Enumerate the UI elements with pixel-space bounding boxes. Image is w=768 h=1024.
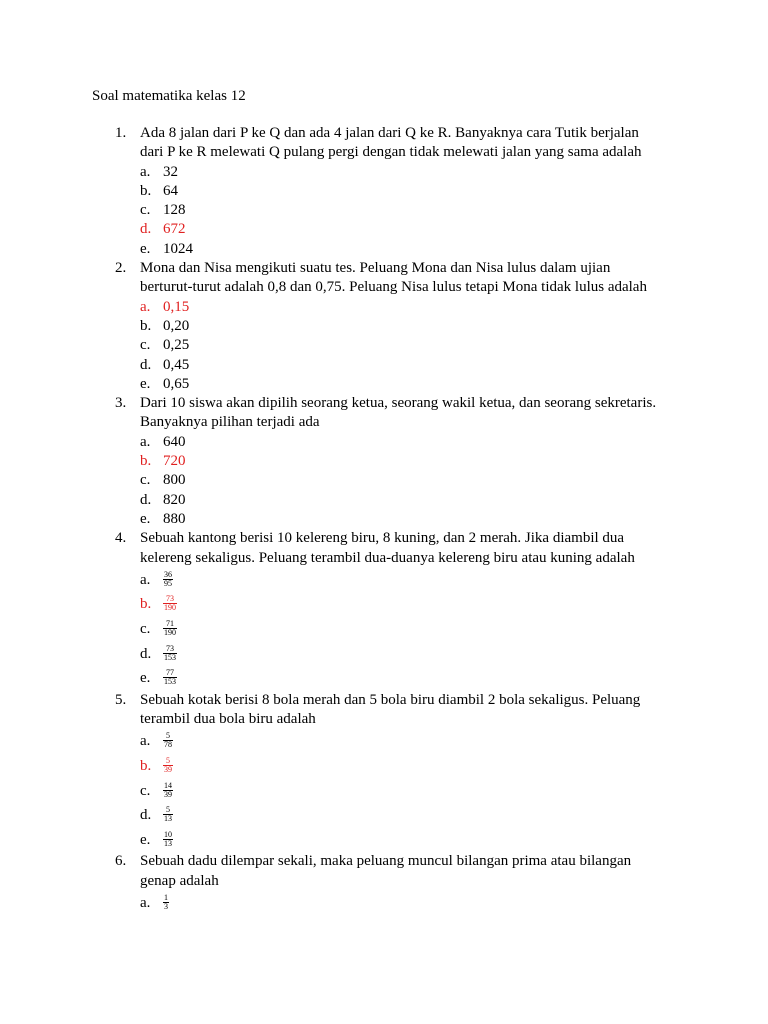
question-item [0, 394, 768, 529]
option-letter: e. [140, 831, 151, 848]
option-letter: a. [140, 894, 151, 911]
option-fraction [163, 754, 173, 779]
option-value: 64 [163, 182, 178, 199]
question-text-line: Sebuah kantong berisi 10 kelereng biru, 8 kuning, dan 2 merah. Jika diambil dua [140, 530, 625, 547]
question-text-line: Banyaknya pilihan terjadi ada [140, 414, 320, 431]
fraction-numerator: 5 [166, 805, 170, 815]
answer-option-correct [0, 754, 768, 779]
answer-option [0, 779, 768, 804]
fraction-numerator: 1 [164, 893, 168, 903]
answer-option [0, 510, 768, 529]
answer-option [0, 828, 768, 853]
fraction-denominator: 39 [164, 765, 172, 775]
fraction-denominator: 190 [164, 603, 176, 613]
answer-option [0, 356, 768, 375]
option-fraction [163, 891, 169, 916]
fraction-denominator: 13 [164, 838, 172, 848]
option-letter: e. [140, 670, 151, 687]
option-value: 1024 [163, 240, 193, 257]
fraction-numerator: 71 [166, 619, 174, 629]
answer-option [0, 201, 768, 220]
option-letter: b. [140, 317, 152, 334]
answer-option [0, 891, 768, 916]
question-text-line: kelereng sekaligus. Peluang terambil dua-duanya kelereng biru atau kuning adalah [140, 549, 635, 566]
option-fraction [163, 592, 177, 617]
option-letter: d. [140, 491, 152, 508]
fraction-denominator: 153 [164, 652, 176, 662]
option-letter: c. [140, 202, 151, 219]
option-letter: a. [140, 433, 151, 450]
fraction-numerator: 10 [164, 829, 172, 839]
question-text-line: Ada 8 jalan dari P ke Q dan ada 4 jalan dari Q ke R. Banyaknya cara Tutik berjalan [140, 125, 639, 141]
fraction-numerator: 77 [166, 668, 174, 678]
option-letter: b. [140, 596, 152, 613]
answer-option [0, 803, 768, 828]
fraction-denominator: 13 [164, 814, 172, 824]
question-text-line: Sebuah dadu dilempar sekali, maka peluang muncul bilangan prima atau bilangan [140, 853, 632, 870]
fraction-denominator: 190 [164, 628, 176, 638]
question-text [140, 124, 680, 163]
fraction [163, 645, 177, 662]
question-text [140, 529, 680, 568]
question-text [140, 691, 680, 730]
option-fraction [163, 666, 177, 691]
question-number: 4. [115, 530, 127, 547]
option-value: 0,25 [163, 337, 190, 354]
answer-option-correct [0, 220, 768, 239]
fraction [163, 782, 173, 799]
fraction-numerator: 5 [166, 731, 170, 741]
question-text-line: Sebuah kotak berisi 8 bola merah dan 5 bola biru diambil 2 bola sekaligus. Peluang [140, 691, 641, 708]
option-value: 880 [163, 510, 186, 527]
option-fraction [163, 828, 173, 853]
option-letter: b. [140, 757, 152, 774]
fraction [163, 894, 169, 911]
question-text [140, 259, 680, 298]
option-fraction [163, 568, 173, 593]
page-title: Soal matematika kelas 12 [92, 88, 246, 104]
answer-option [0, 317, 768, 336]
question-text-line: berturut-turut adalah 0,8 dan 0,75. Peluang Nisa lulus tetapi Mona tidak lulus adalah [140, 279, 647, 296]
option-letter: c. [140, 782, 151, 799]
option-letter: d. [140, 221, 152, 238]
option-letter: a. [140, 571, 151, 588]
question-number: 6. [115, 853, 127, 870]
fraction-denominator: 3 [164, 902, 168, 912]
question-text-line: dari P ke R melewati Q pulang pergi dengan tidak melewati jalan yang sama adalah [140, 144, 642, 161]
question-item [0, 852, 768, 915]
option-value: 32 [163, 163, 178, 180]
question-number: 2. [115, 260, 127, 277]
option-value: 0,15 [163, 298, 190, 315]
option-fraction [163, 803, 173, 828]
option-value: 720 [163, 453, 186, 470]
question-item [0, 259, 768, 394]
fraction-denominator: 153 [164, 677, 176, 687]
question-text [140, 394, 680, 433]
option-value: 820 [163, 491, 186, 508]
option-letter: c. [140, 472, 151, 489]
question-item [0, 691, 768, 853]
answer-option [0, 375, 768, 394]
answer-option [0, 182, 768, 201]
question-number: 1. [115, 125, 127, 141]
question-number: 3. [115, 395, 127, 412]
option-value: 672 [163, 221, 186, 238]
fraction [163, 669, 177, 686]
answer-option [0, 568, 768, 593]
answer-option [0, 729, 768, 754]
option-letter: c. [140, 337, 151, 354]
answer-option [0, 163, 768, 182]
option-letter: b. [140, 182, 152, 199]
answer-option [0, 617, 768, 642]
option-value: 800 [163, 472, 186, 489]
option-value: 0,20 [163, 317, 190, 334]
option-letter: d. [140, 356, 152, 373]
answer-option [0, 491, 768, 510]
option-fraction [163, 779, 173, 804]
option-letter: d. [140, 807, 152, 824]
question-text-line: Mona dan Nisa mengikuti suatu tes. Peluang Mona dan Nisa lulus dalam ujian [140, 260, 611, 277]
fraction [163, 732, 173, 749]
fraction-denominator: 95 [164, 578, 172, 588]
answer-option-correct [0, 592, 768, 617]
answer-option [0, 336, 768, 355]
answer-option [0, 666, 768, 691]
option-value: 128 [163, 202, 186, 219]
fraction [163, 806, 173, 823]
question-item [0, 124, 768, 259]
fraction [163, 571, 173, 588]
option-letter: e. [140, 510, 151, 527]
question-text-line: Dari 10 siswa akan dipilih seorang ketua, seorang wakil ketua, dan seorang sekretaris. [140, 395, 657, 412]
option-letter: e. [140, 240, 151, 257]
fraction [163, 620, 177, 637]
question-number: 5. [115, 691, 127, 708]
fraction [163, 757, 173, 774]
fraction-denominator: 78 [164, 740, 172, 750]
answer-option [0, 642, 768, 667]
option-value: 0,45 [163, 356, 190, 373]
question-list [0, 124, 768, 916]
answer-option [0, 471, 768, 490]
question-item [0, 529, 768, 691]
option-value: 640 [163, 433, 186, 450]
option-letter: b. [140, 453, 152, 470]
fraction [163, 831, 173, 848]
option-letter: c. [140, 621, 151, 638]
fraction [163, 595, 177, 612]
option-letter: e. [140, 375, 151, 392]
option-letter: a. [140, 163, 151, 180]
question-text-line: genap adalah [140, 872, 219, 889]
fraction-numerator: 36 [164, 569, 172, 579]
answer-option-correct [0, 452, 768, 471]
option-letter: a. [140, 733, 151, 750]
option-value: 0,65 [163, 375, 190, 392]
fraction-numerator: 14 [164, 780, 172, 790]
answer-option-correct [0, 298, 768, 317]
answer-option [0, 240, 768, 259]
fraction-denominator: 39 [164, 789, 172, 799]
option-fraction [163, 642, 177, 667]
fraction-numerator: 73 [166, 594, 174, 604]
option-fraction [163, 729, 173, 754]
question-text [140, 852, 680, 891]
option-letter: a. [140, 298, 151, 315]
option-fraction [163, 617, 177, 642]
option-letter: d. [140, 645, 152, 662]
fraction-numerator: 73 [166, 643, 174, 653]
question-text-line: terambil dua bola biru adalah [140, 711, 316, 728]
answer-option [0, 433, 768, 452]
fraction-numerator: 5 [166, 756, 170, 766]
